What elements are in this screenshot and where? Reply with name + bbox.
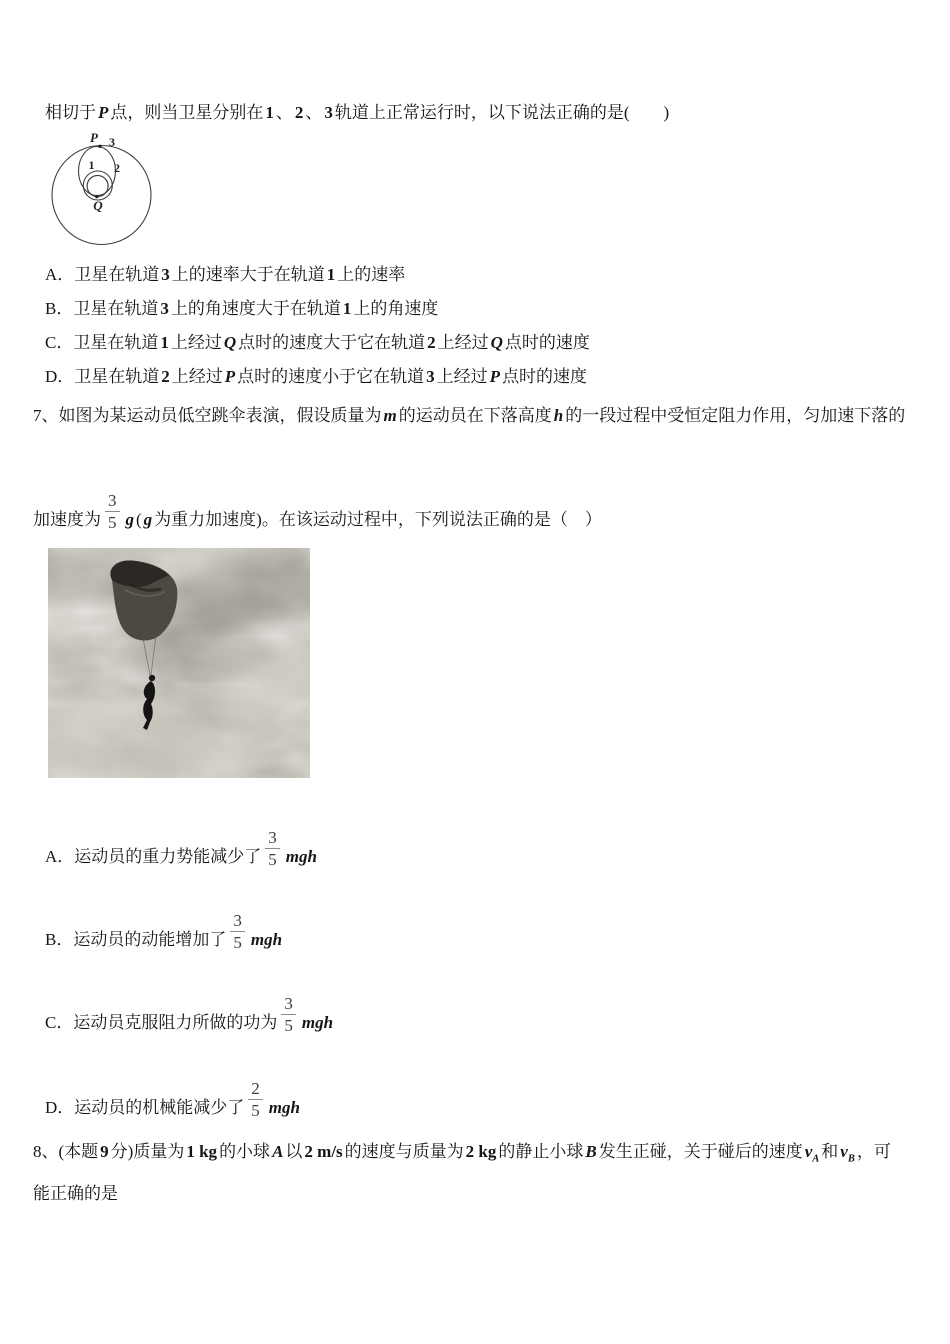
label-orbit-2: 2 (114, 161, 120, 175)
fraction: $\frac{2}{5}$ (248, 1079, 263, 1120)
fraction: $\frac{3}{5}$ (281, 994, 296, 1035)
label-q: Q (93, 198, 103, 213)
earth-circle (87, 176, 108, 197)
fraction: $\frac{3}{5}$ (265, 828, 280, 869)
question-8-text-line-1: 8、(本题 9 分)质量为 1 kg 的小球 A 以 2 m/s 的速度与质量为 2 kg 的静止小球 B 发生正碰，关于碰后的速度 $v_A$ 和 $v_B$ ，可 (33, 1142, 891, 1165)
q7-option-d: D．运动员的机械能减少了 $\frac{2}{5}$ mgh (45, 1079, 300, 1121)
q7-option-b: B．运动员的动能增加了 $\frac{3}{5}$ mgh (45, 911, 283, 953)
question-6-continuation-text: 相切于 P 点，则当卫星分别在 1 、 2 、 3 轨道上正常运行时，以下说法正确的是( ) (45, 103, 670, 122)
fraction: $\frac{3}{5}$ (230, 911, 245, 952)
fraction: $\frac{3}{5}$ (105, 491, 120, 532)
orbit-diagram (44, 132, 174, 250)
question-7-text-line-1: 7、如图为某运动员低空跳伞表演，假设质量为 m 的运动员在下落高度 h 的一段过程中受恒定阻力作用，匀加速下落的 (33, 406, 906, 425)
q6-option-b: B．卫星在轨道 3 上的角速度大于在轨道 1 上的角速度 (45, 299, 439, 318)
label-orbit-1: 1 (88, 158, 95, 172)
q6-option-c: C．卫星在轨道 1 上经过 Q 点时的速度大于它在轨道 2 上经过 Q 点时的速度 (45, 333, 590, 352)
label-orbit-3: 3 (109, 135, 115, 149)
question-7-text-line-2: 加速度为 $\frac{3}{5}$ g ( g 为重力加速度)。在该运动过程中，下列说法正确的是（ ） (33, 491, 602, 533)
q6-option-d: D．卫星在轨道 2 上经过 P 点时的速度小于它在轨道 3 上经过 P 点时的速度 (45, 367, 588, 386)
label-p: P (90, 132, 98, 145)
q6-option-a: A．卫星在轨道 3 上的速率大于在轨道 1 上的速率 (45, 265, 406, 284)
skydiver-photo (48, 548, 310, 778)
point-p-dot (98, 145, 101, 148)
q7-option-c: C．运动员克服阻力所做的功为 $\frac{3}{5}$ mgh (45, 994, 334, 1036)
q7-option-a: A．运动员的重力势能减少了 $\frac{3}{5}$ mgh (45, 828, 317, 870)
question-8-text-line-2: 能正确的是 (33, 1184, 118, 1203)
